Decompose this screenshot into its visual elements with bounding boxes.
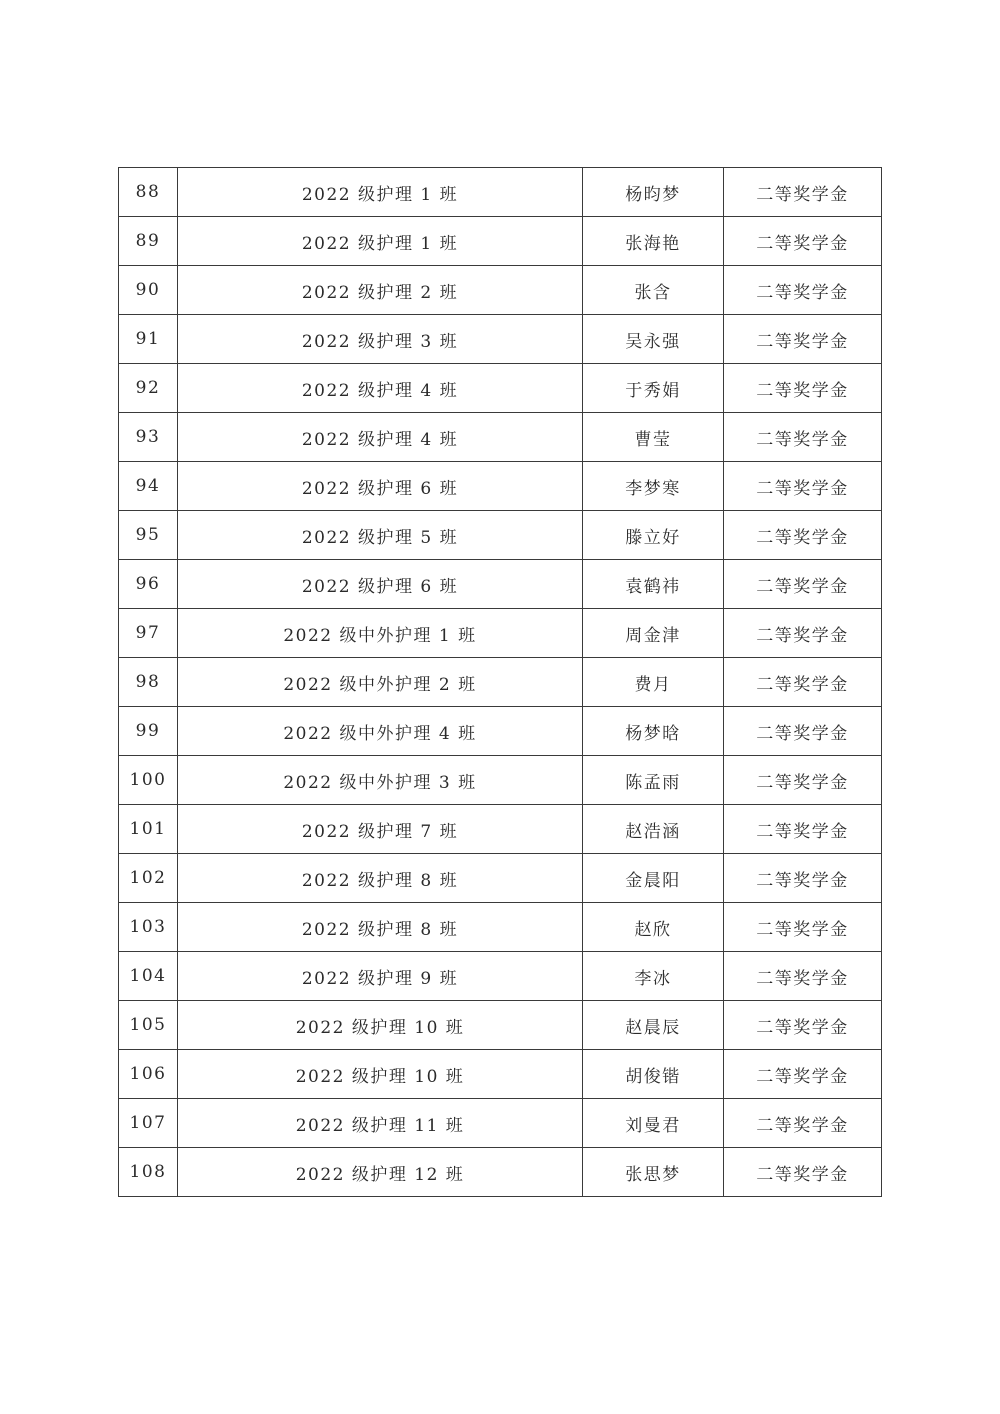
row-number-cell: 107 <box>119 1099 178 1148</box>
award-cell: 二等奖学金 <box>724 266 882 315</box>
student-name-cell: 周金津 <box>583 609 724 658</box>
table-row <box>119 462 882 511</box>
award-cell: 二等奖学金 <box>724 707 882 756</box>
table-row <box>119 315 882 364</box>
row-number-cell: 106 <box>119 1050 178 1099</box>
student-name-cell: 张海艳 <box>583 217 724 266</box>
student-name-cell: 陈孟雨 <box>583 756 724 805</box>
class-cell: 2022 级护理 1 班 <box>178 217 583 266</box>
award-cell: 二等奖学金 <box>724 560 882 609</box>
student-name-cell: 李冰 <box>583 952 724 1001</box>
row-number-cell: 92 <box>119 364 178 413</box>
award-cell: 二等奖学金 <box>724 168 882 217</box>
award-cell: 二等奖学金 <box>724 1001 882 1050</box>
class-cell: 2022 级护理 5 班 <box>178 511 583 560</box>
class-cell: 2022 级中外护理 4 班 <box>178 707 583 756</box>
student-name-cell: 李梦寒 <box>583 462 724 511</box>
row-number-cell: 89 <box>119 217 178 266</box>
table-row <box>119 609 882 658</box>
class-cell: 2022 级护理 10 班 <box>178 1001 583 1050</box>
award-cell: 二等奖学金 <box>724 756 882 805</box>
award-cell: 二等奖学金 <box>724 511 882 560</box>
table-row <box>119 1148 882 1197</box>
row-number-cell: 102 <box>119 854 178 903</box>
class-cell: 2022 级护理 7 班 <box>178 805 583 854</box>
table-row <box>119 903 882 952</box>
table-row <box>119 805 882 854</box>
row-number-cell: 104 <box>119 952 178 1001</box>
award-cell: 二等奖学金 <box>724 1050 882 1099</box>
class-cell: 2022 级护理 2 班 <box>178 266 583 315</box>
row-number-cell: 105 <box>119 1001 178 1050</box>
award-cell: 二等奖学金 <box>724 364 882 413</box>
student-name-cell: 杨梦晗 <box>583 707 724 756</box>
row-number-cell: 90 <box>119 266 178 315</box>
award-cell: 二等奖学金 <box>724 952 882 1001</box>
award-cell: 二等奖学金 <box>724 1148 882 1197</box>
student-name-cell: 张思梦 <box>583 1148 724 1197</box>
row-number-cell: 88 <box>119 168 178 217</box>
award-cell: 二等奖学金 <box>724 462 882 511</box>
student-name-cell: 曹莹 <box>583 413 724 462</box>
award-cell: 二等奖学金 <box>724 854 882 903</box>
table-row <box>119 364 882 413</box>
class-cell: 2022 级护理 3 班 <box>178 315 583 364</box>
row-number-cell: 95 <box>119 511 178 560</box>
student-name-cell: 赵晨辰 <box>583 1001 724 1050</box>
student-name-cell: 赵浩涵 <box>583 805 724 854</box>
class-cell: 2022 级护理 8 班 <box>178 854 583 903</box>
row-number-cell: 98 <box>119 658 178 707</box>
row-number-cell: 99 <box>119 707 178 756</box>
award-cell: 二等奖学金 <box>724 658 882 707</box>
table-row <box>119 854 882 903</box>
student-name-cell: 杨昀梦 <box>583 168 724 217</box>
table-row <box>119 168 882 217</box>
class-cell: 2022 级护理 6 班 <box>178 560 583 609</box>
class-cell: 2022 级护理 4 班 <box>178 413 583 462</box>
row-number-cell: 103 <box>119 903 178 952</box>
table-row <box>119 560 882 609</box>
table-row <box>119 707 882 756</box>
row-number-cell: 96 <box>119 560 178 609</box>
table-row <box>119 266 882 315</box>
table-row <box>119 511 882 560</box>
class-cell: 2022 级中外护理 1 班 <box>178 609 583 658</box>
student-name-cell: 金晨阳 <box>583 854 724 903</box>
award-cell: 二等奖学金 <box>724 413 882 462</box>
scholarship-table-body <box>119 168 882 1197</box>
class-cell: 2022 级护理 1 班 <box>178 168 583 217</box>
class-cell: 2022 级护理 8 班 <box>178 903 583 952</box>
table-row <box>119 413 882 462</box>
class-cell: 2022 级护理 9 班 <box>178 952 583 1001</box>
table-row <box>119 217 882 266</box>
row-number-cell: 101 <box>119 805 178 854</box>
student-name-cell: 吴永强 <box>583 315 724 364</box>
table-row <box>119 756 882 805</box>
class-cell: 2022 级护理 6 班 <box>178 462 583 511</box>
student-name-cell: 于秀娟 <box>583 364 724 413</box>
student-name-cell: 张含 <box>583 266 724 315</box>
student-name-cell: 袁鹤祎 <box>583 560 724 609</box>
award-cell: 二等奖学金 <box>724 609 882 658</box>
student-name-cell: 费月 <box>583 658 724 707</box>
scholarship-table <box>118 167 882 1197</box>
row-number-cell: 94 <box>119 462 178 511</box>
row-number-cell: 108 <box>119 1148 178 1197</box>
table-row <box>119 952 882 1001</box>
class-cell: 2022 级护理 11 班 <box>178 1099 583 1148</box>
student-name-cell: 滕立好 <box>583 511 724 560</box>
class-cell: 2022 级中外护理 2 班 <box>178 658 583 707</box>
row-number-cell: 97 <box>119 609 178 658</box>
row-number-cell: 100 <box>119 756 178 805</box>
class-cell: 2022 级中外护理 3 班 <box>178 756 583 805</box>
student-name-cell: 赵欣 <box>583 903 724 952</box>
award-cell: 二等奖学金 <box>724 805 882 854</box>
student-name-cell: 胡俊锴 <box>583 1050 724 1099</box>
row-number-cell: 91 <box>119 315 178 364</box>
table-row <box>119 1001 882 1050</box>
class-cell: 2022 级护理 12 班 <box>178 1148 583 1197</box>
award-cell: 二等奖学金 <box>724 217 882 266</box>
table-row <box>119 658 882 707</box>
class-cell: 2022 级护理 4 班 <box>178 364 583 413</box>
award-cell: 二等奖学金 <box>724 315 882 364</box>
table-row <box>119 1099 882 1148</box>
award-cell: 二等奖学金 <box>724 1099 882 1148</box>
student-name-cell: 刘曼君 <box>583 1099 724 1148</box>
table-row <box>119 1050 882 1099</box>
class-cell: 2022 级护理 10 班 <box>178 1050 583 1099</box>
row-number-cell: 93 <box>119 413 178 462</box>
award-cell: 二等奖学金 <box>724 903 882 952</box>
